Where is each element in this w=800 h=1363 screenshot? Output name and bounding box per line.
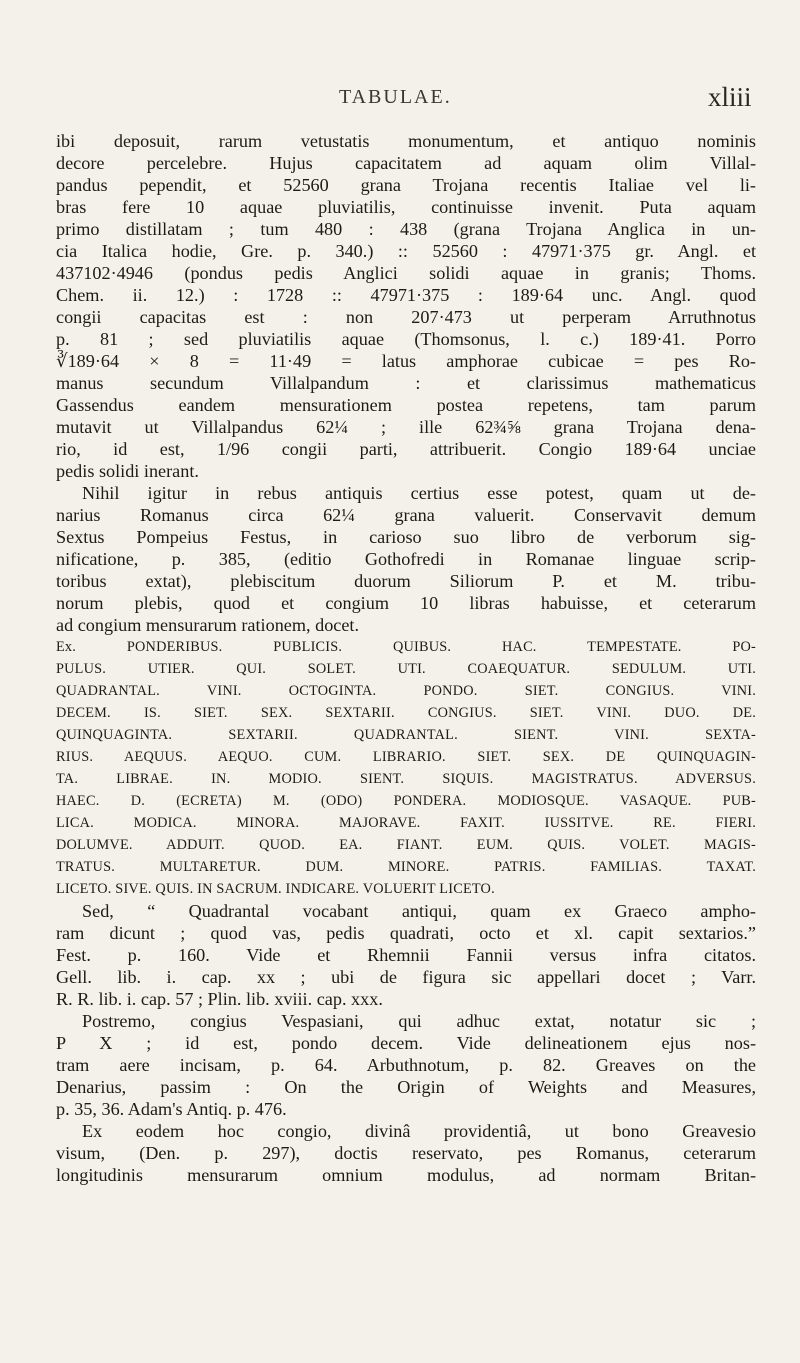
running-title: TABULAE.	[339, 86, 452, 108]
inscription-line: TA. LIBRAE. IN. MODIO. SIENT. SIQUIS. MAGISTRATUS. ADVERSUS.	[56, 771, 756, 787]
paragraph-start-line: Postremo, congius Vespasiani, qui adhuc extat, notatur sic ;	[82, 1011, 756, 1031]
text-line: Gassendus eandem mensurationem postea repetens, tam parum	[56, 395, 756, 415]
text-line: p. 81 ; sed pluviatilis aquae (Thomsonus, l. c.) 189·41. Porro	[56, 329, 756, 349]
paragraph-end-line: R. R. lib. i. cap. 57 ; Plin. lib. xviii. cap. xxx.	[56, 989, 383, 1009]
text-line: ibi deposuit, rarum vetustatis monumentum, et antiquo nominis	[56, 131, 756, 151]
paragraph-start-line: Ex eodem hoc congio, divinâ providentiâ, ut bono Greavesio	[82, 1121, 756, 1141]
text-line: longitudinis mensurarum omnium modulus, ad normam Britan-	[56, 1165, 756, 1185]
inscription-line: HAEC. D. (ECRETA) M. (ODO) PONDERA. MODIOSQUE. VASAQUE. PUB-	[56, 793, 756, 809]
text-line: pandus pependit, et 52560 grana Trojana recentis Italiae vel li-	[56, 175, 756, 195]
text-line: mutavit ut Villalpandus 62¼ ; ille 62¾⅝ grana Trojana dena-	[56, 417, 756, 437]
paragraph-end-line: pedis solidi inerant.	[56, 461, 199, 481]
paragraph-start-line: Nihil igitur in rebus antiquis certius esse potest, quam ut de-	[82, 483, 756, 503]
text-line: 437102·4946 (pondus pedis Anglici solidi aquae in granis; Thoms.	[56, 263, 756, 283]
text-line: narius Romanus circa 62¼ grana valuerit. Conservavit demum	[56, 505, 756, 525]
page-number: xliii	[708, 82, 752, 112]
inscription-line: TRATUS. MULTARETUR. DUM. MINORE. PATRIS. FAMILIAS. TAXAT.	[56, 859, 756, 875]
text-line: Gell. lib. i. cap. xx ; ubi de figura sic appellari docet ; Varr.	[56, 967, 756, 987]
text-line: decore percelebre. Hujus capacitatem ad aquam olim Villal-	[56, 153, 756, 173]
text-line: norum plebis, quod et congium 10 libras habuisse, et ceterarum	[56, 593, 756, 613]
text-line: cia Italica hodie, Gre. p. 340.) :: 52560 : 47971·375 gr. Angl. et	[56, 241, 756, 261]
text-line: Chem. ii. 12.) : 1728 :: 47971·375 : 189·64 unc. Angl. quod	[56, 285, 756, 305]
text-line: rio, id est, 1/96 congii parti, attribuerit. Congio 189·64 unciae	[56, 439, 756, 459]
paragraph-end-line: p. 35, 36. Adam's Antiq. p. 476.	[56, 1099, 287, 1119]
inscription-line: PULUS. UTIER. QUI. SOLET. UTI. COAEQUATUR. SEDULUM. UTI.	[56, 661, 756, 677]
body-text	[56, 130, 756, 1186]
text-line: nificatione, p. 385, (editio Gothofredi in Romanae linguae scrip-	[56, 549, 756, 569]
inscription-line: DOLUMVE. ADDUIT. QUOD. EA. FIANT. EUM. QUIS. VOLET. MAGIS-	[56, 837, 756, 853]
text-line: bras fere 10 aquae pluviatilis, continuisse invenit. Puta aquam	[56, 197, 756, 217]
running-head	[0, 82, 800, 112]
inscription-line: QUADRANTAL. VINI. OCTOGINTA. PONDO. SIET. CONGIUS. VINI.	[56, 683, 756, 699]
text-line: congii capacitas est : non 207·473 ut perperam Arruthnotus	[56, 307, 756, 327]
text-line: toribus extat), plebiscitum duorum Siliorum P. et M. tribu-	[56, 571, 756, 591]
inscription-line: LICA. MODICA. MINORA. MAJORAVE. FAXIT. IUSSITVE. RE. FIERI.	[56, 815, 756, 831]
inscription-line: LICETO. SIVE. QUIS. IN SACRUM. INDICARE. VOLUERIT LICETO.	[56, 881, 495, 897]
text-line: Denarius, passim : On the Origin of Weights and Measures,	[56, 1077, 756, 1097]
paragraph-start-line: Sed, “ Quadrantal vocabant antiqui, quam ex Graeco ampho-	[82, 901, 756, 921]
paragraph-end-line: ad congium mensurarum rationem, docet.	[56, 615, 360, 635]
text-line: P X ; id est, pondo decem. Vide delineationem ejus nos-	[56, 1033, 756, 1053]
text-line: primo distillatam ; tum 480 : 438 (grana Trojana Anglica in un-	[56, 219, 756, 239]
text-line: ram dicunt ; quod vas, pedis quadrati, octo et xl. capit sextarios.”	[56, 923, 756, 943]
inscription-line: Ex. PONDERIBUS. PUBLICIS. QUIBUS. HAC. TEMPESTATE. PO-	[56, 639, 756, 655]
inscription-line: RIUS. AEQUUS. AEQUO. CUM. LIBRARIO. SIET. SEX. DE QUINQUAGIN-	[56, 749, 756, 765]
inscription-line: QUINQUAGINTA. SEXTARII. QUADRANTAL. SIENT. VINI. SEXTA-	[56, 727, 756, 743]
formula-line: ∛189·64 × 8 = 11·49 = latus amphorae cubicae = pes Ro-	[56, 351, 756, 371]
text-line: Fest. p. 160. Vide et Rhemnii Fannii versus infra citatos.	[56, 945, 756, 965]
text-line: Sextus Pompeius Festus, in carioso suo libro de verborum sig-	[56, 527, 756, 547]
text-line: visum, (Den. p. 297), doctis reservato, pes Romanus, ceterarum	[56, 1143, 756, 1163]
text-line: tram aere incisam, p. 64. Arbuthnotum, p. 82. Greaves on the	[56, 1055, 756, 1075]
text-line: manus secundum Villalpandum : et clarissimus mathematicus	[56, 373, 756, 393]
inscription-line: DECEM. IS. SIET. SEX. SEXTARII. CONGIUS. SIET. VINI. DUO. DE.	[56, 705, 756, 721]
